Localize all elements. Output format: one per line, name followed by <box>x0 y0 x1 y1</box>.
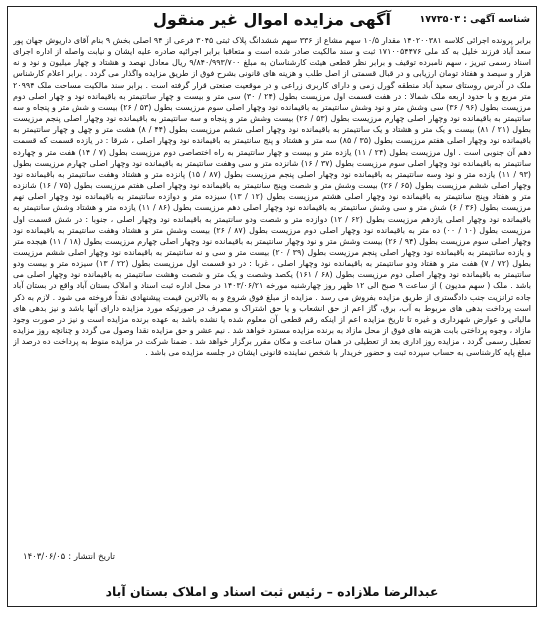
notice-header <box>8 7 536 33</box>
ad-id-value: ۱۷۷۳۵۰۳ <box>419 14 461 25</box>
publish-date <box>20 552 115 562</box>
notice-paragraph: برابر پرونده اجرائی کلاسه ۱۴۰۲۰۰۳۸۱ مقدار ۱۰/۵ سهم مشاع از ۳۳۶ سهم ششدانگ پلاک ثبتی ۳۰۴۵ فرعی از ۹۴ اصلی بخش ۹ بنام آقای داریوش جهان پور سعد آباد فرزند خلیل به کد ملی ۱۷۱۰۰۵۴۴۷۶ ثبت و سند مالکیت صادر شده است و متعاقبا برابر اجرائیه صادره علیه ایشان و نیابت واصله از اداره اجرای اسناد رسمی تبریز ، سهم نامبرده توقیف و برابر نظر قطعی هیئت کارشناسان به مبلغ ۹/۸۴۰/۹۹۳/۷۰۰ ریال معادل نهصد و هشتاد و چهار میلیون و نود و نه هزار و سیصد و هفتاد تومان ارزیابی و در قبال قسمتی از اصل طلب و هزینه های قانونی بشرح فوق از طریق مزایده واگذار می گردد . برابر اعلام کارشناس ملک در آدرس روستای سعید آباد منطقه گورل زمی و دارای کاربری زراعی و در موقعیت صنعتی قرار گرفته است . برابر سند مالکیت مساحت ملک ۲۰۹۹۴ متر مربع و با حدود اربعه ملک شمالا : در هفت قسمت اول مرزیست بطول (۲۴ / ۳۰) سی متر و بیست و چهار سانتیمتر به باقیمانده نود و چهار اصلی دوم مرزیست بطول (۹۶ / ۳۶) سی وشش متر و نود وشش سانتیمتر به باقیمانده نود وچهار اصلی سوم مرزیست بطول (۵۳ / ۲۶) بیست و شش متر و پنجاه و سه سانتیمتر به باقیمانده نود وچهار اصلی چهارم مرزیست بطول (۵۳ / ۲۶) بیست وشش متر و پنجاه و سه سانتیمتر به باقیمانده نود وچهار اصلی پنجم مرزیست بطول (۲۱ / ۸۱) بیست و یک متر و هشتاد و یک سانتیمتر به باقیمانده نود وچهار اصلی ششم مرزیست بطول (۴۴ / ۸) هشت متر و چهل و چهار سانتیمتر به باقیمانده نود وچهار اصلی هفتم مرزیست بطول (۳۵ / ۸۵) سه متر و هشتاد و پنج سانتیمتر به باقیمانده نود وچهار اصلی ، شرقا : در یازده قسمت که قسمت دهم آن جنوبی است . اول مرزیست بطول (۲۴ / ۱۱) یازده متر و بیست و چهار سانتیمتر به راه اختصاصی دوم مرزیست بطول (۷ / ۱۴) هفت متر و چهارده سانتیمتر به باقیمانده نود وچهار اصلی سوم مرزیست بطول (۳۷ / ۱۶) شانزده متر و سی وهفت سانتیمتر به باقیمانده نود وچهار اصلی چهارم مرزیست بطول (۹۳ / ۱۱) یازده متر و نود وسه سانتیمتر به باقیمانده نود وچهار اصلی پنجم مرزیست بطول (۸۷ / ۱۵) پانزده متر و هشتاد وهفت سانتیمتر به باقیمانده نود وچهار اصلی ششم مرزیست بطول (۶۵ / ۲۶) بیست وشش متر و شصت وپنج سانتیمتر به باقیمانده نود وچهار اصلی هفتم مرزیست بطول (۷۵ / ۱۶) شانزده متر و هفتاد وپنج سانتیمتر به باقیمانده نود وچهار اصلی هشتم مرزیست بطول (۱۲ / ۱۳) سیزده متر و دوازده سانتیمتر به باقیمانده نود وچهار اصلی نهم مرزیست بطول (۳۶ / ۶) شش متر و سی وشش سانتیمتر به باقیمانده نود وچهار اصلی دهم مرزیست بطول (۸۶ / ۱۱) یازده متر و هشتاد وشش سانتیمتر به باقیمانده نود وچهار اصلی یازدهم مرزیست بطول (۶۲ / ۱۲) دوازده متر و شصت ودو سانتیمتر به باقیمانده نود وچهار اصلی ، جنوبا : در شش قسمت اول مرزیست بطول (۱۰ / ۰۰) ده متر به باقیمانده نود وچهار اصلی دوم مرزیست بطول (۸۷ / ۲۶) بیست وشش متر و هشتاد وهفت سانتیمتر به باقیمانده نود وچهار اصلی سوم مرزیست بطول (۹۴ / ۲۶) بیست وشش متر و نود وچهار سانتیمتر به باقیمانده نود وچهار اصلی چهارم مرزیست بطول (۱۸ / ۱۱) هیجده متر و یازده سانتیمتر به باقیمانده نود وچهار اصلی پنجم مرزیست بطول (۳۹ / ۲۰) بیست متر و سی و نه سانتیمتر به باقیمانده نود وچهار اصلی ششم مرزیست بطول (۷۲ / ۷) هفت متر و هفتاد ودو سانتیمتر به باقیمانده نود وچهار اصلی ، غربا : در دو قسمت اول مرزیست بطول (۲۲ / ۱۳) سیزده متر و بیست ودو سانتیمتر به باقیمانده نود وچهار اصلی دوم مرزیست بطول (۶۸ / ۱۶۱) یکصد وشصت و یک متر و شصت وهشت سانتیمتر به باقیمانده نود وچهار اصلی می باشد . ملک ( سهم مدیون ) از ساعت ۹ صبح الی ۱۲ ظهر روز چهارشنبه مورخه ۱۴۰۳/۰۶/۲۱ در محل اداره ثبت اسناد و املاک بستان آباد واقع در بستان آباد جاده ترانزیت جنب دادگستری از طریق مزایده بفروش می رسد . مزایده از مبلغ فوق شروع و به بالاترین قیمت پیشنهادی نقداً فروخته می شود . لازم به ذکر است پرداخت بدهی های مربوط به آب، برق، گاز اعم از حق انشعاب و یا حق اشتراک و مصرف در صورتیکه مورد مزایده دارای آنها باشد و نیز بدهی های مالیاتی و عوارض شهرداری و غیره تا تاریخ مزایده اعم از اینکه رقم قطعی آن معلوم شده یا نشده باشد به عهده برنده مزایده است و نیز در صورت وجود مازاد ، وجوه پرداختی بابت هزینه های فوق از محل مازاد به برنده مزایده مسترد خواهد شد . نیم عشر و حق مزایده نقدا وصول می گردد و چنانچه روز مزایده تعطیل رسمی گردد ، مزایده روز اداری بعد از تعطیلی در همان ساعت و مکان مقرر برگزار خواهد شد . ضمنا شرکت در مزایده منوط به پرداخت ده درصد از مبلغ پایه کارشناسی به حساب سپرده ثبت و حضور خریدار با شخص نماینده قانونی ایشان در جلسه مزایده می باشد . <box>13 36 531 358</box>
auction-notice <box>7 6 537 607</box>
ad-id-label: شناسه آگهی : <box>463 14 530 25</box>
publish-date-label: تاریخ انتشار : <box>68 552 116 562</box>
publish-date-value: ۱۴۰۳/۰۶/۰۵ <box>23 552 66 562</box>
signature: عبدالرضا ملازاده – رئیس ثبت اسناد و املاک بستان آباد <box>105 584 439 599</box>
notice-title: آگهی مزایده اموال غیر منقول <box>153 10 391 29</box>
notice-body <box>13 35 531 550</box>
